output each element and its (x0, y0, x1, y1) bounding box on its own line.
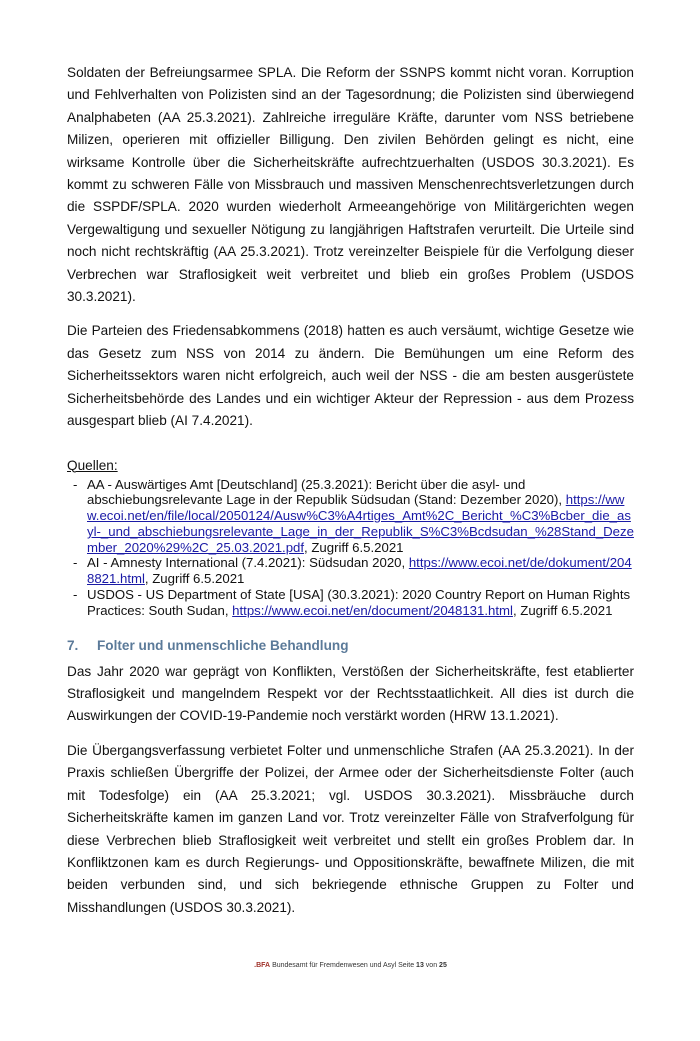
heading-number: 7. (67, 637, 79, 653)
source-access: , Zugriff 6.5.2021 (512, 602, 613, 618)
source-link[interactable]: https://www.ecoi.net/de/dokument/2048821.html (87, 555, 632, 587)
sources-list (67, 477, 634, 619)
source-access: , Zugriff 6.5.2021 (304, 539, 404, 555)
sources-label: Quellen: (67, 457, 118, 473)
bfa-logo: .BFA (254, 962, 271, 970)
footer-text: Bundesamt für Fremdenwesen und Asyl Seite (272, 962, 415, 970)
source-text: AA - Auswärtiges Amt [Deutschland] (25.3.2021): Bericht über die asyl- und abschiebungsrelevante Lage in der Republik Südsudan (Stand: Dezember 2020), (87, 476, 566, 508)
paragraph: Das Jahr 2020 war geprägt von Konflikten, Verstößen der Sicherheitskräfte, fest etablierter Straflosigkeit und mangelndem Respekt vor der Rechtsstaatlichkeit. All dies ist durch die Auswirkungen der COVID-19-Pandemie noch verstärkt worden (HRW 13.1.2021). (67, 663, 634, 724)
section-heading (67, 637, 634, 655)
page-number: 13 (416, 962, 424, 970)
paragraph: Die Parteien des Friedensabkommens (2018) hatten es auch versäumt, wichtige Gesetze wie das Gesetz zum NSS von 2014 zu ändern. Die Bemühungen um eine Reform des Sicherheitssektors waren nicht erfolgreich, auch weil der NSS - die am besten ausgerüstete Sicherheitsbehörde des Landes und ein wichtiger Akteur der Repression - aus dem Prozess ausgespart blieb (AI 7.4.2021). (67, 323, 634, 429)
page-total: 25 (439, 962, 447, 970)
paragraph: Die Übergangsverfassung verbietet Folter und unmenschliche Strafen (AA 25.3.2021). In der Praxis schließen Übergriffe der Polizei, der Armee oder der Sicherheitsdienste Folter (auch mit Todesfolge) ein (AA 25.3.2021; vgl. USDOS 30.3.2021). Missbräuche durch Sicherheitskräfte kamen im ganzen Land vor. Trotz vereinzelter Fälle von Strafverfolgung für diese Verbrechen blieb Straflosigkeit weit verbreitet und stellt ein großes Problem dar. In Konfliktzonen kam es durch Regierungs- und Oppositionskräfte, bewaffnete Milizen, die mit beiden verbunden sind, und sich bekriegende ethnische Gruppen zu Folter und Misshandlungen (USDOS 30.3.2021). (67, 742, 634, 915)
source-item (67, 587, 634, 619)
footer-of: von (425, 962, 438, 970)
paragraph: Soldaten der Befreiungsarmee SPLA. Die Reform der SSNPS kommt nicht voran. Korruption und Fehlverhalten von Polizisten sind an der Tagesordnung; die Polizisten sind überwiegend Analphabeten (AA 25.3.2021). Zahlreiche irreguläre Kräfte, darunter vom NSS betriebene Milizen, operieren mit offizieller Billigung. Den zivilen Behörden gelingt es nicht, eine wirksame Kontrolle über die Sicherheitskräfte aufrechtzuerhalten (USDOS 30.3.2021). Es kommt zu schweren Fälle von Missbrauch und massiven Menschenrechtsverletzungen durch die SSPDF/SPLA. 2020 wurden wiederholt Armeeangehörige von Militärgerichten wegen Vergewaltigung und sexueller Nötigung zu langjährigen Haftstrafen verurteilt. Die Urteile sind noch nicht rechtskräftig (AA 25.3.2021). Trotz vereinzelter Beispiele für die Verfolgung dieser Verbrechen war Straflosigkeit weit verbreitet und blieb ein großes Problem (USDOS 30.3.2021). (67, 65, 634, 305)
heading-title: Folter und unmenschliche Behandlung (97, 637, 349, 653)
source-item (67, 555, 634, 587)
source-link[interactable]: https://www.ecoi.net/en/document/2048131.html (232, 602, 513, 618)
page-footer (67, 931, 634, 1041)
source-link[interactable]: https://www.ecoi.net/en/file/local/2050124/Ausw%C3%A4rtiges_Amt%2C_Bericht_%C3%Bcber_die_asyl-_und_abschiebungsrelevante_Lage_in_der_Republik_S%C3%Bcdsudan_%28Stand_Dezember_2020%29%2C_25.03.2021.pdf (87, 492, 634, 555)
source-text: USDOS - US Department of State [USA] (30.3.2021): 2020 Country Report on Human Rights Practices: South Sudan, (87, 587, 631, 618)
source-access: , Zugriff 6.5.2021 (144, 571, 245, 587)
source-item (67, 477, 634, 556)
source-text: AI - Amnesty International (7.4.2021): Südsudan 2020, (87, 555, 409, 571)
